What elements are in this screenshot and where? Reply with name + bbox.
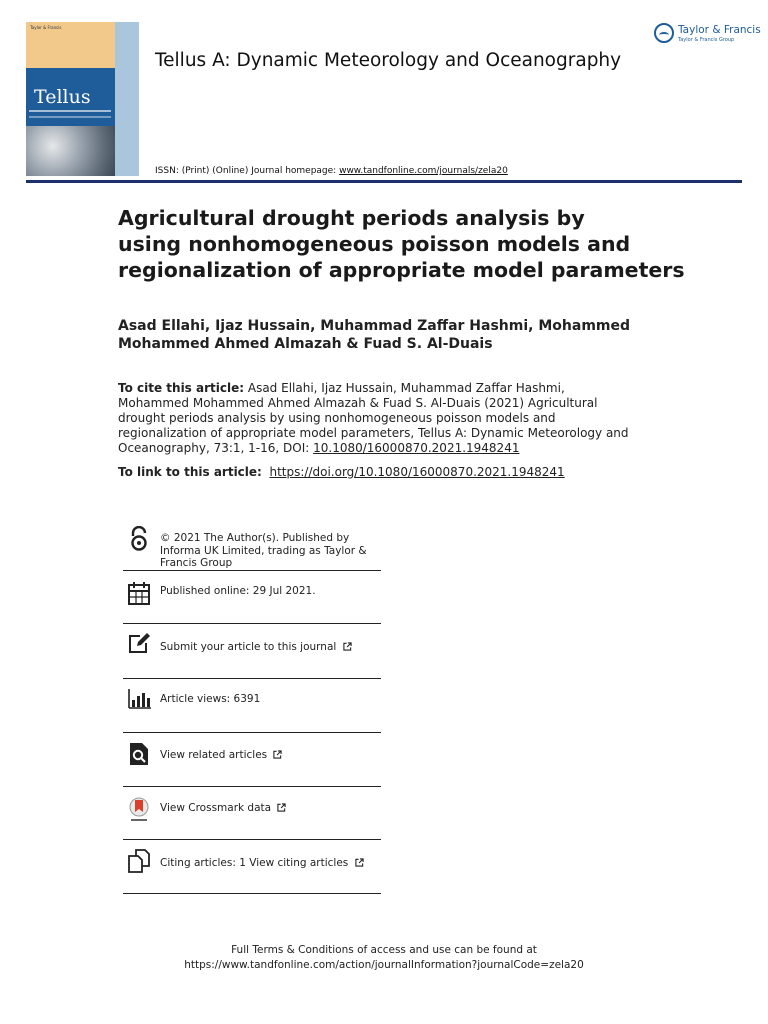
issn-label: ISSN: (Print) (Online) Journal homepage: (155, 166, 340, 176)
external-link-icon (277, 803, 286, 812)
cover-satellite-image (26, 126, 115, 176)
publisher-logo-icon (654, 23, 674, 43)
article-info-list (123, 524, 381, 894)
cover-title: Tellus (34, 86, 91, 108)
journal-cover (26, 22, 139, 176)
citing-row[interactable] (123, 840, 381, 894)
external-link-icon (343, 642, 352, 651)
edit-icon (127, 631, 151, 657)
article-authors (118, 317, 678, 353)
citing-articles-label: Citing articles: 1 View citing articles (160, 857, 349, 869)
crossmark-link[interactable] (160, 802, 286, 815)
footer-terms-link[interactable]: https://www.tandfonline.com/action/journalInformation?journalCode=zela20 (184, 959, 584, 971)
submit-row[interactable] (123, 624, 381, 679)
publisher-name: Taylor & Francis (678, 24, 761, 36)
cover-band (26, 68, 115, 126)
publisher-subname: Taylor & Francis Group (678, 37, 735, 43)
citation-block (118, 381, 638, 456)
citing-articles-link[interactable] (160, 857, 364, 870)
article-link-line (118, 465, 565, 479)
citation-text: Asad Ellahi, Ijaz Hussain, Muhammad Zaffar Hashmi, Mohammed Mohammed Ahmed Almazah & Fuad S. Al-Duais (2021) Agricultural drought periods analysis by using nonhomogeneous poisson models and regionalization of appropriate model parameters, Tellus A: Dynamic Meteorology and Oceanography, 73:1, 1-16, DOI: (118, 381, 629, 455)
author-line: Asad Ellahi, Ijaz Hussain, Muhammad Zaffar Hashmi, Mohammed (118, 318, 631, 334)
calendar-icon (127, 580, 151, 606)
crossmark-row[interactable] (123, 787, 381, 840)
cover-strip-2 (29, 116, 111, 118)
crossmark-label: View Crossmark data (160, 802, 272, 814)
article-title-line: regionalization of appropriate model parameters (118, 258, 685, 282)
journal-title: Tellus A: Dynamic Meteorology and Oceanography (155, 50, 622, 71)
citation-label: To cite this article: (118, 381, 245, 395)
related-articles-label: View related articles (160, 749, 268, 761)
external-link-icon (355, 858, 364, 867)
article-title-line: Agricultural drought periods analysis by (118, 206, 585, 230)
crossmark-icon (127, 797, 151, 823)
related-articles-link[interactable] (160, 749, 282, 762)
article-link-label: To link to this article: (118, 465, 262, 479)
article-views: Article views: 6391 (160, 693, 261, 705)
submit-article-link[interactable] (160, 641, 352, 654)
citing-documents-icon (127, 848, 151, 874)
submit-article-label: Submit your article to this journal (160, 641, 337, 653)
footer-terms (0, 943, 768, 973)
header-divider (26, 180, 742, 183)
journal-homepage-link[interactable]: www.tandfonline.com/journals/zela20 (339, 166, 508, 176)
license-row (123, 524, 381, 571)
author-line: Mohammed Ahmed Almazah & Fuad S. Al-Duais (118, 336, 493, 352)
cover-strip (29, 110, 111, 112)
article-title-line: using nonhomogeneous poisson models and (118, 232, 631, 256)
license-text: © 2021 The Author(s). Published by Informa UK Limited, trading as Taylor & Francis Group (160, 532, 367, 569)
cover-publisher-mini: Taylor & Francis (30, 25, 62, 30)
open-access-icon (127, 526, 151, 552)
views-row (123, 679, 381, 733)
publisher-logo[interactable] (654, 22, 761, 48)
article-doi-link[interactable]: https://doi.org/10.1080/16000870.2021.1948241 (269, 465, 565, 479)
issn-line (155, 166, 508, 176)
related-search-icon (127, 741, 151, 767)
cover-spine (115, 22, 139, 176)
published-date: Published online: 29 Jul 2021. (160, 585, 316, 597)
published-row (123, 571, 381, 624)
related-row[interactable] (123, 733, 381, 787)
article-title (118, 205, 718, 283)
footer-line: Full Terms & Conditions of access and use can be found at (231, 944, 537, 956)
bar-chart-icon (127, 686, 151, 712)
citation-doi-link[interactable]: 10.1080/16000870.2021.1948241 (313, 441, 520, 455)
external-link-icon (273, 750, 282, 759)
